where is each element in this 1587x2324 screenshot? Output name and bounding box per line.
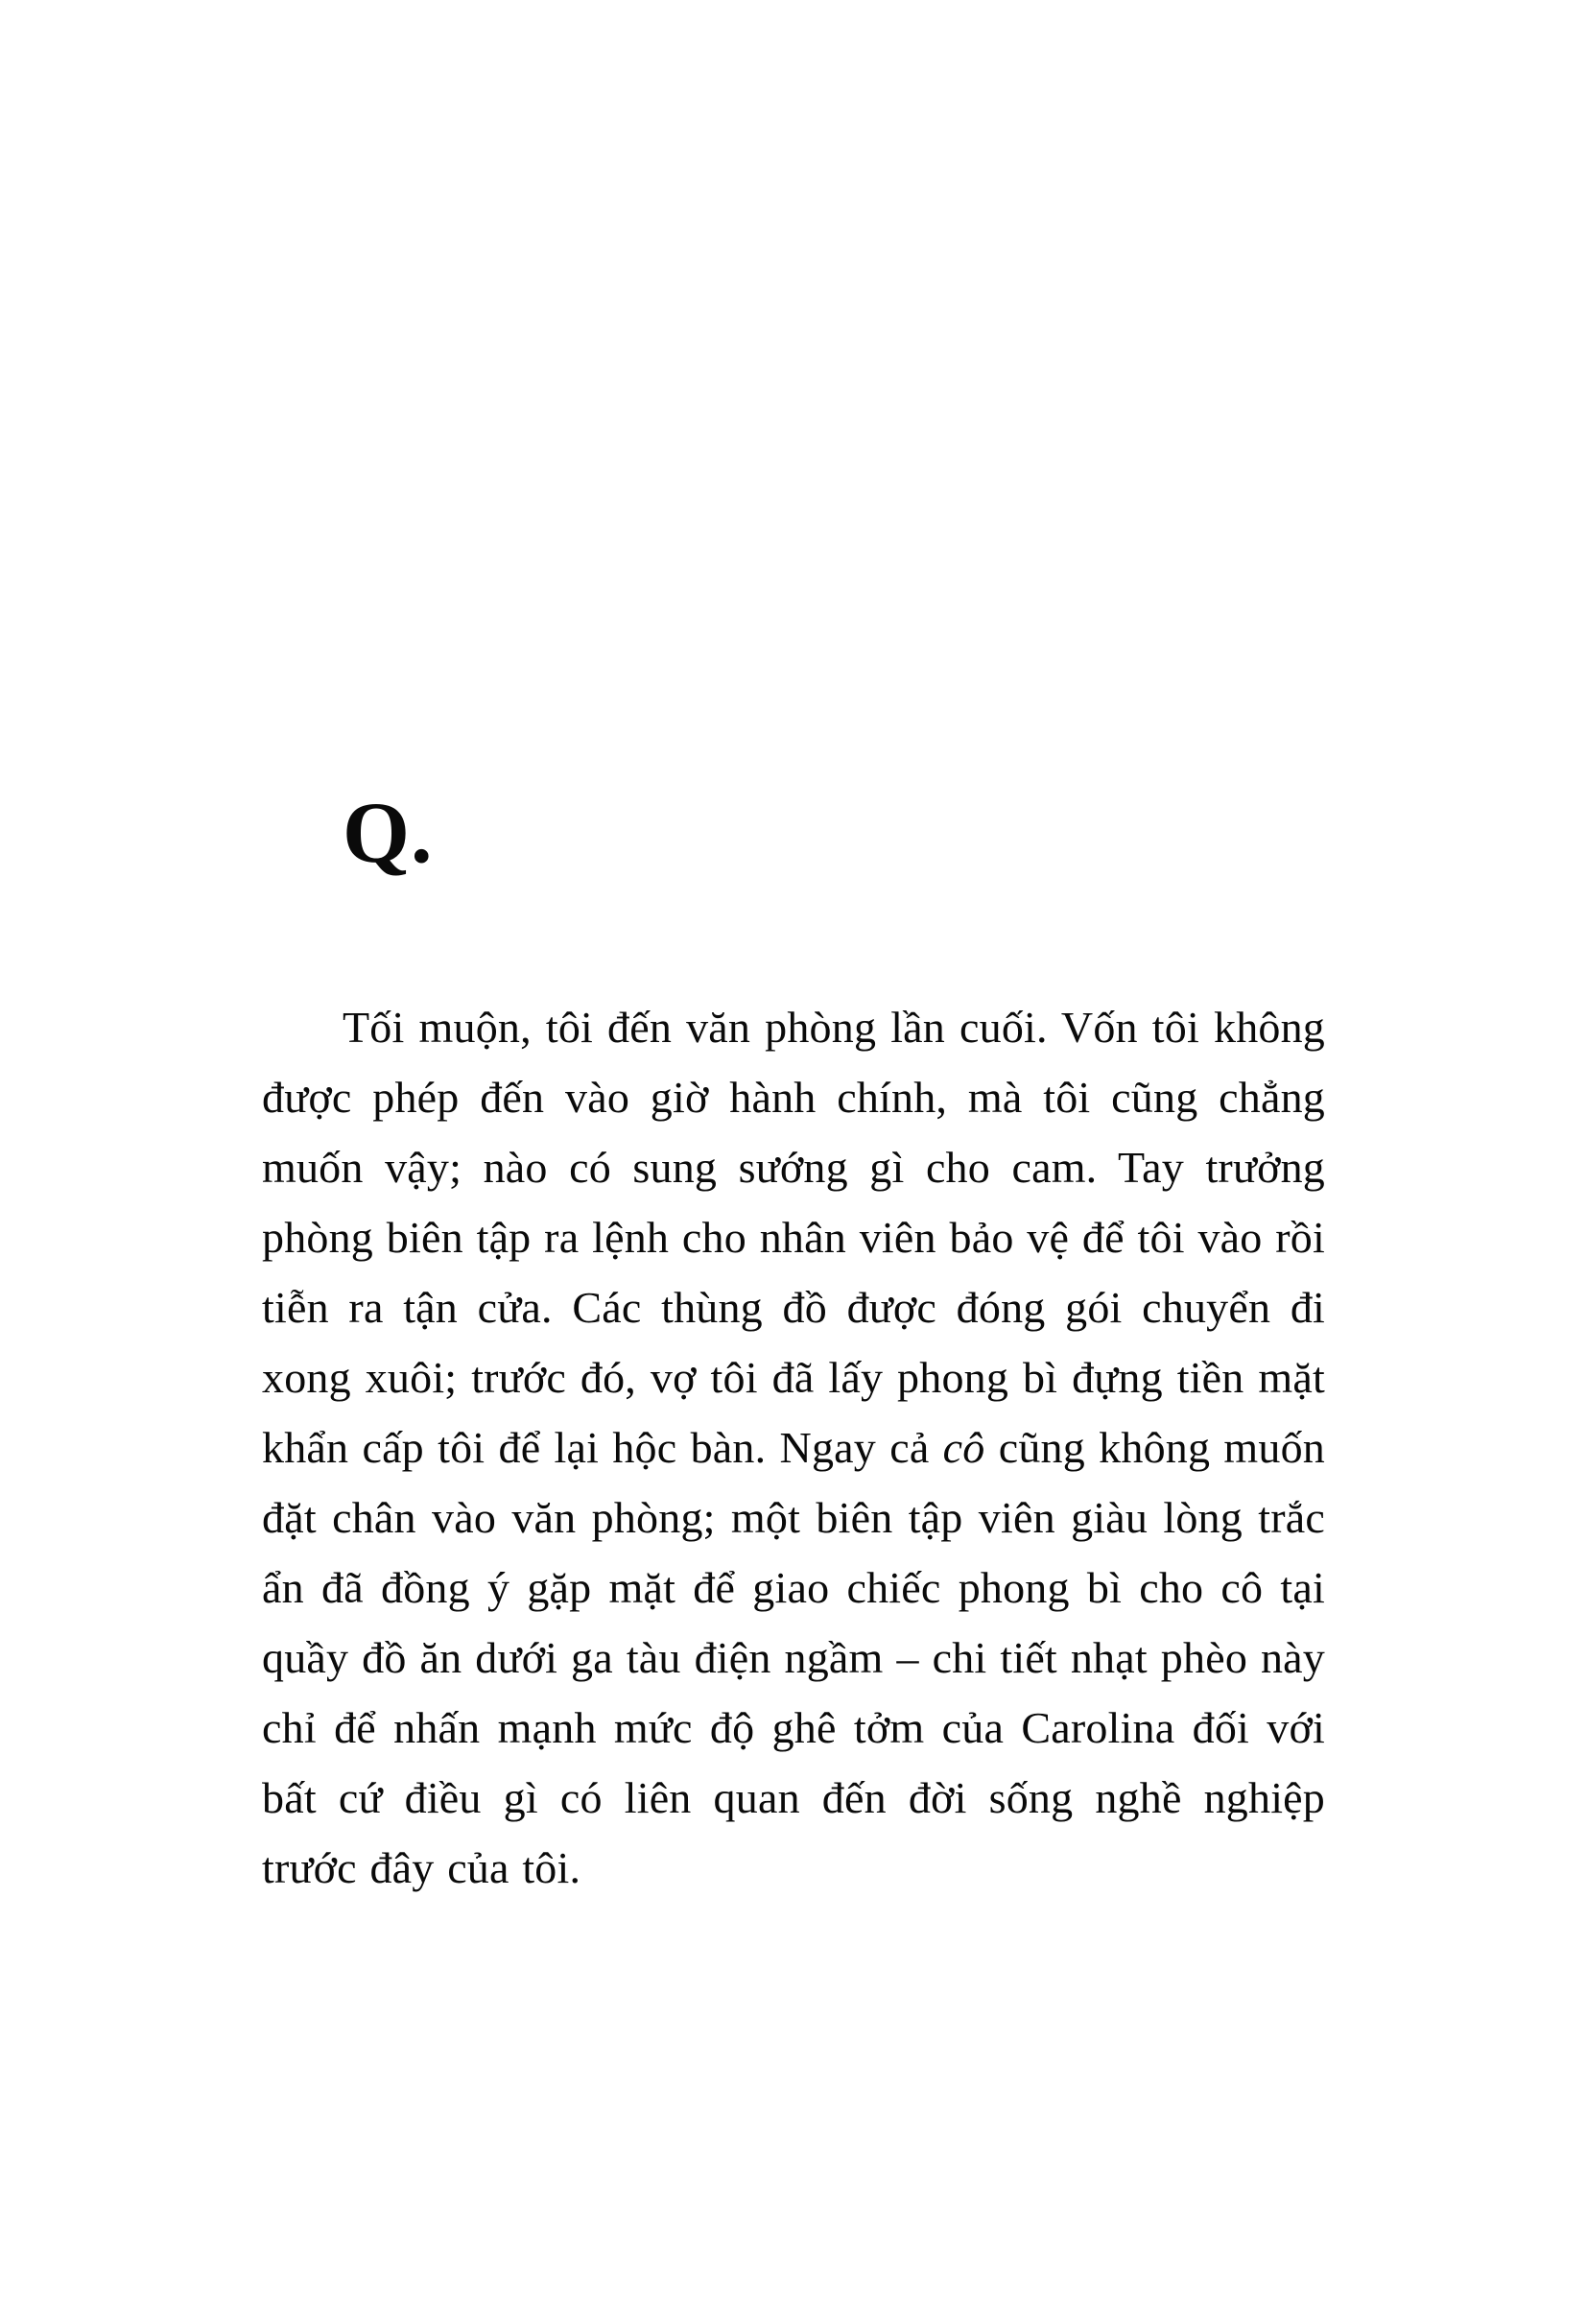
chapter-heading: Q.: [343, 786, 434, 881]
paragraph-segment: cũng không muốn đặt chân vào văn phòng; một biên tập viên giàu lòng trắc ẩn đã đồng ý gặp mặt để giao chiếc phong bì cho cô tại quầy đồ ăn dưới ga tàu điện ngầm – chi tiết nhạt phèo này chỉ để nhấn mạnh mức độ ghê tởm của Carolina đối với bất cứ điều gì có liên quan đến đời sống nghề nghiệp trước đây của tôi.: [262, 1423, 1325, 1892]
body-paragraph: [262, 992, 1325, 1903]
paragraph-segment: Tối muộn, tôi đến văn phòng lần cuối. Vốn tôi không được phép đến vào giờ hành chính, mà tôi cũng chẳng muốn vậy; nào có sung sướng gì cho cam. Tay trưởng phòng biên tập ra lệnh cho nhân viên bảo vệ để tôi vào rồi tiễn ra tận cửa. Các thùng đồ được đóng gói chuyển đi xong xuôi; trước đó, vợ tôi đã lấy phong bì đựng tiền mặt khẩn cấp tôi để lại hộc bàn. Ngay cả: [262, 1003, 1325, 1472]
paragraph-italic-word: cô: [942, 1423, 985, 1472]
